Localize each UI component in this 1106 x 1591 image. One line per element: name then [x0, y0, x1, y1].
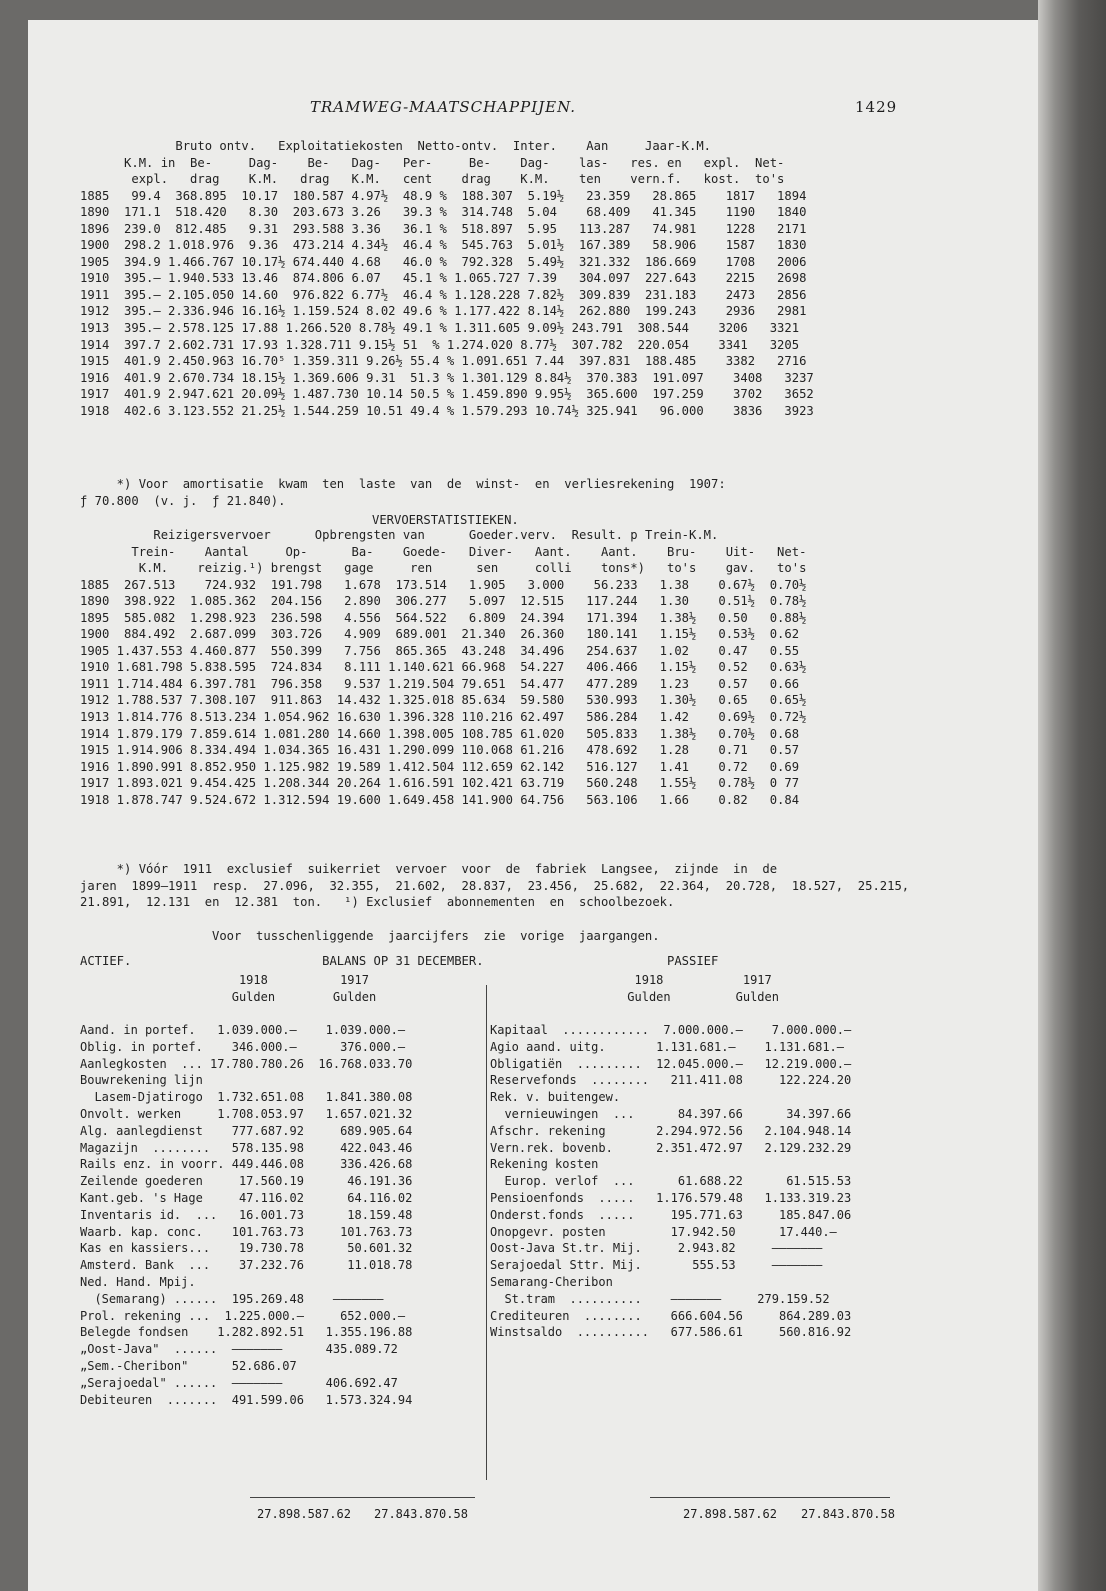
actief-total-1917: 27.843.870.58: [374, 1507, 468, 1521]
passief-year-headers: 1918 1917 Gulden Gulden: [627, 973, 779, 1004]
passief-total-1917: 27.843.870.58: [801, 1507, 895, 1521]
actief-year-headers: 1918 1917 Gulden Gulden: [231, 973, 377, 1004]
actief-total-1918: 27.898.587.62: [257, 1507, 351, 1521]
page-number: 1429: [855, 98, 898, 116]
exploitatie-table: Bruto ontv. Exploitatiekosten Netto-ontv. Inter. Aan Jaar-K.M. K.M. in Be- Dag- Be- Dag- Per- Be- Dag- las- res. en expl. Net- expl. drag K.M. drag K.M. cent drag K.M. ten vern.f. kost. to's 1885 99.4 368.895 10.17 180.587 4.97½ 48.9 % 188.307 5.19½ 23.359 28.865 1817 1894 1890 171.1 518.420 8.30 203.673 3.26 39.3 % 314.748 5.04 68.409 41.345 1190 1840 1896 239.0 812.485 9.31 293.588 3.36 36.1 % 518.897 5.95 113.287 74.981 1228 2171 1900 298.2 1.018.976 9.36 473.214 4.34½ 46.4 % 545.763 5.01½ 167.389 58.906 1587 1830 1905 394.9 1.466.767 10.17½ 674.440 4.68 46.0 % 792.328 5.49½ 321.332 186.669 1708 2006 1910 395.— 1.940.533 13.46 874.806 6.07 45.1 % 1.065.727 7.39 304.097 227.643 2215 2698 1911 395.— 2.105.050 14.60 976.822 6.77½ 46.4 % 1.128.228 7.82½ 309.839 231.183 2473 2856 1912 395.— 2.336.946 16.16½ 1.159.524 8.02 49.6 % 1.177.422 8.14½ 262.880 199.243 2936 2981 1913 395.— 2.578.125 17.88 1.266.520 8.78½ 49.1 % 1.311.605 9.09½ 243.791 308.544 3206 3321 1914 397.7 2.602.731 17.93 1.328.711 9.15½ 51 % 1.274.020 8.77½ 307.782 220.054 3341 3205 1915 401.9 2.450.963 16.70⁵ 1.359.311 9.26½ 55.4 % 1.091.651 7.44 397.831 188.485 3382 2716 1916 401.9 2.670.734 18.15½ 1.369.606 9.31 51.3 % 1.301.129 8.84½ 370.383 191.097 3408 3237 1917 401.9 2.947.621 20.09½ 1.487.730 10.14 50.5 % 1.459.890 9.95½ 365.600 197.259 3702 3652 1918 402.6 3.123.552 21.25½ 1.544.259 10.51 49.4 % 1.579.293 10.74½ 325.941 96.000 3836 3923: [80, 139, 814, 418]
vervoer-table: Reizigersvervoer Opbrengsten van Goeder.verv. Result. p Trein-K.M. Trein- Aantal Op- Ba- Goede- Diver- Aant. Aant. Bru- Uit- Net- K.M. reizig.¹) brengst gage ren sen colli tons*) to's gav. to's 1885 267.513 724.932 191.798 1.678 173.514 1.905 3.000 56.233 1.38 0.67½ 0.70½ 1890 398.922 1.085.362 204.156 2.890 306.277 5.097 12.515 117.244 1.30 0.51½ 0.78½ 1895 585.082 1.298.923 236.598 4.556 564.522 6.809 24.394 171.394 1.38½ 0.50 0.88½ 1900 884.492 2.687.099 303.726 4.909 689.001 21.340 26.360 180.141 1.15½ 0.53½ 0.62 1905 1.437.553 4.460.877 550.399 7.756 865.365 43.248 34.496 254.637 1.02 0.47 0.55 1910 1.681.798 5.838.595 724.834 8.111 1.140.621 66.968 54.227 406.466 1.15½ 0.52 0.63½ 1911 1.714.484 6.397.781 796.358 9.537 1.219.504 79.651 54.477 477.289 1.23 0.57 0.66 1912 1.788.537 7.308.107 911.863 14.432 1.325.018 85.634 59.580 530.993 1.30½ 0.65 0.65½ 1913 1.814.776 8.513.234 1.054.962 16.630 1.396.328 110.216 62.497 586.284 1.42 0.69½ 0.72½ 1914 1.879.179 7.859.614 1.081.280 14.660 1.398.005 108.785 61.020 505.833 1.38½ 0.70½ 0.68 1915 1.914.906 8.334.494 1.034.365 16.431 1.290.099 110.068 61.216 478.692 1.28 0.71 0.57 1916 1.890.991 8.852.950 1.125.982 19.589 1.412.504 112.659 62.142 516.127 1.41 0.72 0.69 1917 1.893.021 9.454.425 1.208.344 20.264 1.616.591 102.421 63.719 560.248 1.55½ 0.78½ 0 77 1918 1.878.747 9.524.672 1.312.594 19.600 1.649.458 141.900 64.756 563.106 1.66 0.82 0.84: [80, 528, 807, 807]
book-binding: [1038, 0, 1106, 1591]
running-title: TRAMWEG-MAATSCHAPPIJEN.: [310, 98, 577, 116]
passief-total-1918: 27.898.587.62: [683, 1507, 777, 1521]
actief-total-rule: [250, 1497, 475, 1498]
vervoer-heading: VERVOERSTATISTIEKEN.: [372, 513, 519, 527]
passief-entries: Kapitaal ............ 7.000.000.— 7.000.000.— Agio aand. uitg. 1.131.681.— 1.131.681.— Obligatiën ......... 12.045.000.— 12.219.000.— Reservefonds ........ 211.411.08 122.224.20 Rek. v. buitengew. vernieuwingen ... 84.397.66 34.397.66 Afschr. rekening 2.294.972.56 2.104.948.14 Vern.rek. bovenb. 2.351.472.97 2.129.232.29 Rekening kosten Europ. verlof ... 61.688.22 61.515.53 Pensioenfonds ..... 1.176.579.48 1.133.319.23 Onderst.fonds ..... 195.771.63 185.847.06 Onopgevr. posten 17.942.50 17.440.— Oost-Java St.tr. Mij. 2.943.82 ——————— Serajoedal Sttr. Mij. 555.53 ——————— Semarang-Cheribon St.tram .......... ——————— 279.159.52 Crediteuren ........ 666.604.56 864.289.03 Winstsaldo .......... 677.586.61 560.816.92: [490, 1023, 852, 1340]
actief-entries: Aand. in portef. 1.039.000.— 1.039.000.— Oblig. in portef. 346.000.— 376.000.— Aanlegkosten ... 17.780.780.26 16.768.033.70 Bouwrekening lijn Lasem-Djatirogo 1.732.651.08 1.841.380.08 Onvolt. werken 1.708.053.97 1.657.021.32 Alg. aanlegdienst 777.687.92 689.905.64 Magazijn ........ 578.135.98 422.043.46 Rails enz. in voorr. 449.446.08 336.426.68 Zeilende goederen 17.560.19 46.191.36 Kant.geb. 's Hage 47.116.02 64.116.02 Inventaris id. ... 16.001.73 18.159.48 Waarb. kap. conc. 101.763.73 101.763.73 Kas en kassiers... 19.730.78 50.601.32 Amsterd. Bank ... 37.232.76 11.018.78 Ned. Hand. Mpij. (Semarang) ...... 195.269.48 ——————— Prol. rekening ... 1.225.000.— 652.000.— Belegde fondsen 1.282.892.51 1.355.196.88 „Oost-Java" ...... ——————— 435.089.72 „Sem.-Cheribon" 52.686.07 „Serajoedal" ...... ——————— 406.692.47 Debiteuren ....... 491.599.06 1.573.324.94: [80, 1023, 413, 1407]
vervoer-footnote: *) Vóór 1911 exclusief suikerriet vervoer voor de fabriek Langsee, zijnde in de jaren 1899—1911 resp. 27.096, 32.355, 21.602, 28.837, 23.456, 25.682, 22.364, 20.728, 18.527, 25.215, 21.891, 12.131 en 12.381 ton. ¹) Exclusief abonnementen en schoolbezoek.: [80, 862, 910, 910]
balance-divider: [486, 985, 487, 1480]
balance-heading: ACTIEF. BALANS OP 31 DECEMBER. PASSIEF: [80, 954, 719, 968]
intermediate-years-note: Voor tusschenliggende jaarcijfers zie vorige jaargangen.: [212, 929, 660, 943]
exploitatie-footnote: *) Voor amortisatie kwam ten laste van de winst- en verliesrekening 1907: ƒ 70.800 (v. j. ƒ 21.840).: [80, 477, 726, 508]
passief-total-rule: [650, 1497, 890, 1498]
